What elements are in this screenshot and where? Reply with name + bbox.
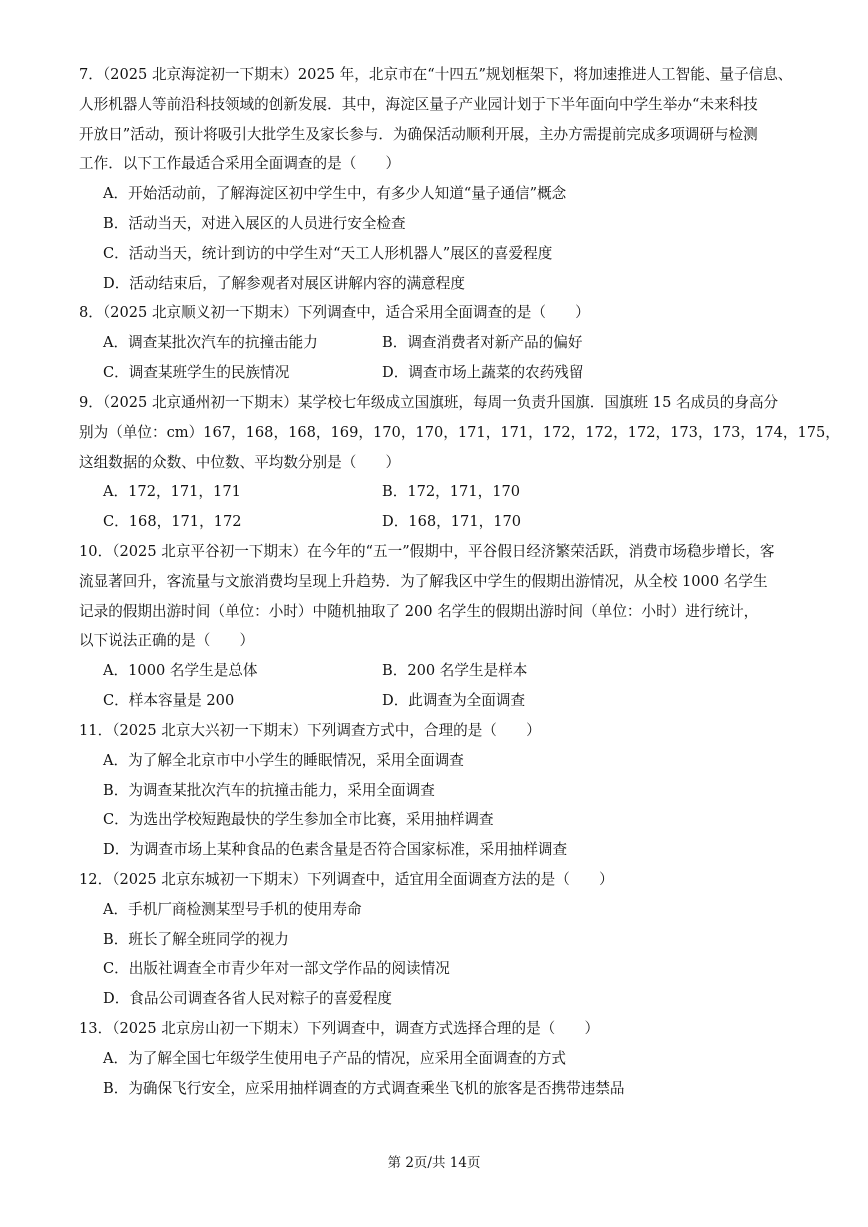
question-stem-line: 开放日”活动，预计将吸引大批学生及家长参与．为确保活动顺利开展，主办方需提前完成多项调研与检测 <box>79 125 758 143</box>
option-row <box>79 477 791 507</box>
option-a: A．为了解全北京市中小学生的睡眠情况，采用全面调查 <box>103 751 464 769</box>
question-stem-line: 记录的假期出游时间（单位：小时）中随机抽取了 200 名学生的假期出游时间（单位：小时）进行统计， <box>79 602 759 620</box>
question-12 <box>79 865 791 1014</box>
option-c: C．活动当天，统计到访的中学生对“天工人形机器人”展区的喜爱程度 <box>103 244 553 262</box>
question-stem-line: 7．（2025 北京海淀初一下期末）2025 年，北京市在“十四五”规划框架下，将加速推进人工智能、量子信息、 <box>79 66 793 83</box>
question-7 <box>79 60 791 298</box>
option-a: A．172，171，171 <box>103 483 241 501</box>
option-row <box>79 656 791 686</box>
option-c: C．168，171，172 <box>103 513 242 531</box>
question-stem-line: 10．（2025 北京平谷初一下期末）在今年的“五一”假期中，平谷假日经济繁荣活跃，消费市场稳步增长，客 <box>79 543 775 560</box>
question-stem-line: 13．（2025 北京房山初一下期末）下列调查中，调查方式选择合理的是（ ） <box>79 1020 600 1037</box>
option-d: D．168，171，170 <box>382 513 522 531</box>
question-stem-line: 流显著回升，客流量与文旅消费均呈现上升趋势．为了解我区中学生的假期出游情况，从全校 1000 名学生 <box>79 572 768 590</box>
option-b: B．活动当天，对进入展区的人员进行安全检查 <box>103 214 406 232</box>
question-stem-line: 以下说法正确的是（ ） <box>79 632 255 650</box>
option-a: A．手机厂商检测某型号手机的使用寿命 <box>103 900 362 918</box>
option-row <box>79 328 791 358</box>
option-c: C．调查某班学生的民族情况 <box>103 363 290 381</box>
option-d: D．为调查市场上某种食品的色素含量是否符合国家标准，采用抽样调查 <box>103 841 568 859</box>
question-stem-line: 11．（2025 北京大兴初一下期末）下列调查方式中，合理的是（ ） <box>79 722 541 739</box>
option-b: B．200 名学生是样本 <box>382 662 528 680</box>
question-stem-line: 人形机器人等前沿科技领域的创新发展．其中，海淀区量子产业园计划于下半年面向中学生举办“未来科技 <box>79 95 758 113</box>
option-a: A．开始活动前，了解海淀区初中学生中，有多少人知道“量子通信”概念 <box>103 185 567 203</box>
option-d: D．活动结束后，了解参观者对展区讲解内容的满意程度 <box>103 274 465 292</box>
option-b: B．为确保飞行安全，应采用抽样调查的方式调查乘坐飞机的旅客是否携带违禁品 <box>103 1079 625 1097</box>
question-8 <box>79 298 791 387</box>
option-b: B．调查消费者对新产品的偏好 <box>382 333 583 351</box>
option-b: B．班长了解全班同学的视力 <box>103 930 289 948</box>
question-stem-line: 工作．以下工作最适合采用全面调查的是（ ） <box>79 155 401 173</box>
question-stem-line: 8．（2025 北京顺义初一下期末）下列调查中，适合采用全面调查的是（ ） <box>79 304 590 321</box>
question-13 <box>79 1014 791 1103</box>
option-a: A．调查某批次汽车的抗撞击能力 <box>103 333 318 351</box>
option-c: C．样本容量是 200 <box>103 691 235 709</box>
page-number-footer: 第 2页/共 14页 <box>387 1155 481 1171</box>
option-d: D．食品公司调查各省人民对粽子的喜爱程度 <box>103 990 392 1008</box>
option-a: A．1000 名学生是总体 <box>103 662 258 680</box>
option-d: D．调查市场上蔬菜的农药残留 <box>382 363 584 381</box>
question-stem-line: 这组数据的众数、中位数、平均数分别是（ ） <box>79 453 401 471</box>
question-stem-line: 别为（单位：cm）167，168，168，169，170，170，171，171，172，172，172，173，173，174，175， <box>79 423 840 441</box>
question-stem-line: 12．（2025 北京东城初一下期末）下列调查中，适宜用全面调查方法的是（ ） <box>79 871 614 888</box>
option-b: B．为调查某批次汽车的抗撞击能力，采用全面调查 <box>103 781 435 799</box>
option-row <box>79 507 791 537</box>
question-stem-line: 9．（2025 北京通州初一下期末）某学校七年级成立国旗班，每周一负责升国旗．国旗班 15 名成员的身高分 <box>79 394 779 411</box>
option-row <box>79 686 791 716</box>
question-11 <box>79 716 791 865</box>
option-d: D．此调查为全面调查 <box>382 691 526 709</box>
option-a: A．为了解全国七年级学生使用电子产品的情况，应采用全面调查的方式 <box>103 1049 566 1067</box>
option-c: C．出版社调查全市青少年对一部文学作品的阅读情况 <box>103 960 450 978</box>
question-10 <box>79 537 791 716</box>
option-b: B．172，171，170 <box>382 483 521 501</box>
option-c: C．为选出学校短跑最快的学生参加全市比赛，采用抽样调查 <box>103 811 494 829</box>
option-row <box>79 358 791 388</box>
question-9 <box>79 388 840 537</box>
